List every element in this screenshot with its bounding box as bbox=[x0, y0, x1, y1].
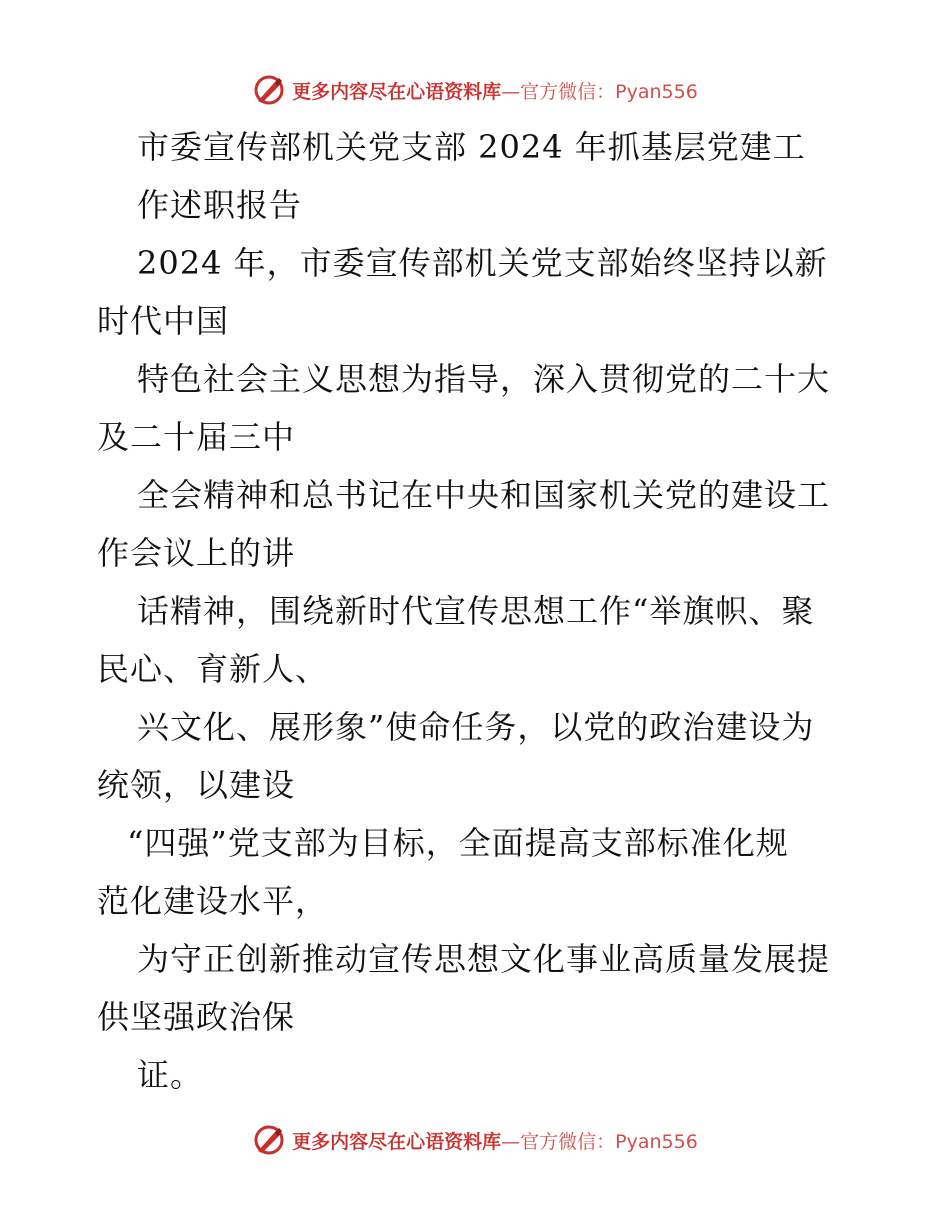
watermark-text bbox=[292, 1127, 698, 1154]
paragraph-line: 证。 bbox=[137, 1056, 204, 1094]
document-body bbox=[97, 118, 857, 1104]
paragraph-line: 兴文化、展形象”使命任务，以党的政治建设为 bbox=[137, 708, 815, 746]
paragraph-line: “四强”党支部为目标，全面提高支部标准化规 bbox=[127, 824, 789, 862]
watermark-wechat-text: —官方微信：Pyan556 bbox=[501, 80, 698, 103]
watermark-wechat-text: —官方微信：Pyan556 bbox=[501, 1130, 698, 1153]
paragraph-line: 为守正创新推动宣传思想文化事业高质量发展提 bbox=[137, 940, 831, 978]
paragraph-line: 话精神，围绕新时代宣传思想工作“举旗帜、聚 bbox=[137, 592, 815, 630]
paragraph-line: 供坚强政治保 bbox=[97, 998, 296, 1036]
paragraph-line: 范化建设水平， bbox=[97, 882, 329, 920]
paragraph-line: 作会议上的讲 bbox=[97, 534, 296, 572]
paragraph-line: 统领，以建设 bbox=[97, 766, 296, 804]
watermark-site-text: 更多内容尽在心语资料库 bbox=[292, 80, 502, 103]
pen-logo-icon bbox=[252, 73, 286, 107]
paragraph-line: 全会精神和总书记在中央和国家机关党的建设工 bbox=[137, 476, 831, 514]
footer-watermark bbox=[0, 1120, 950, 1160]
paragraph-line: 时代中国 bbox=[97, 302, 230, 340]
paragraph-line: 及二十届三中 bbox=[97, 418, 296, 456]
paragraph-line: 特色社会主义思想为指导，深入贯彻党的二十大 bbox=[137, 360, 831, 398]
watermark-site-text: 更多内容尽在心语资料库 bbox=[292, 1130, 502, 1153]
document-title-line-2: 作述职报告 bbox=[137, 186, 303, 224]
header-watermark bbox=[0, 70, 950, 110]
paragraph-line: 民心、育新人、 bbox=[97, 650, 329, 688]
pen-logo-icon bbox=[252, 1123, 286, 1157]
watermark-text bbox=[292, 77, 698, 104]
document-title-line-1: 市委宣传部机关党支部 2024 年抓基层党建工 bbox=[137, 128, 806, 166]
paragraph-line: 2024 年，市委宣传部机关党支部始终坚持以新 bbox=[137, 244, 828, 282]
